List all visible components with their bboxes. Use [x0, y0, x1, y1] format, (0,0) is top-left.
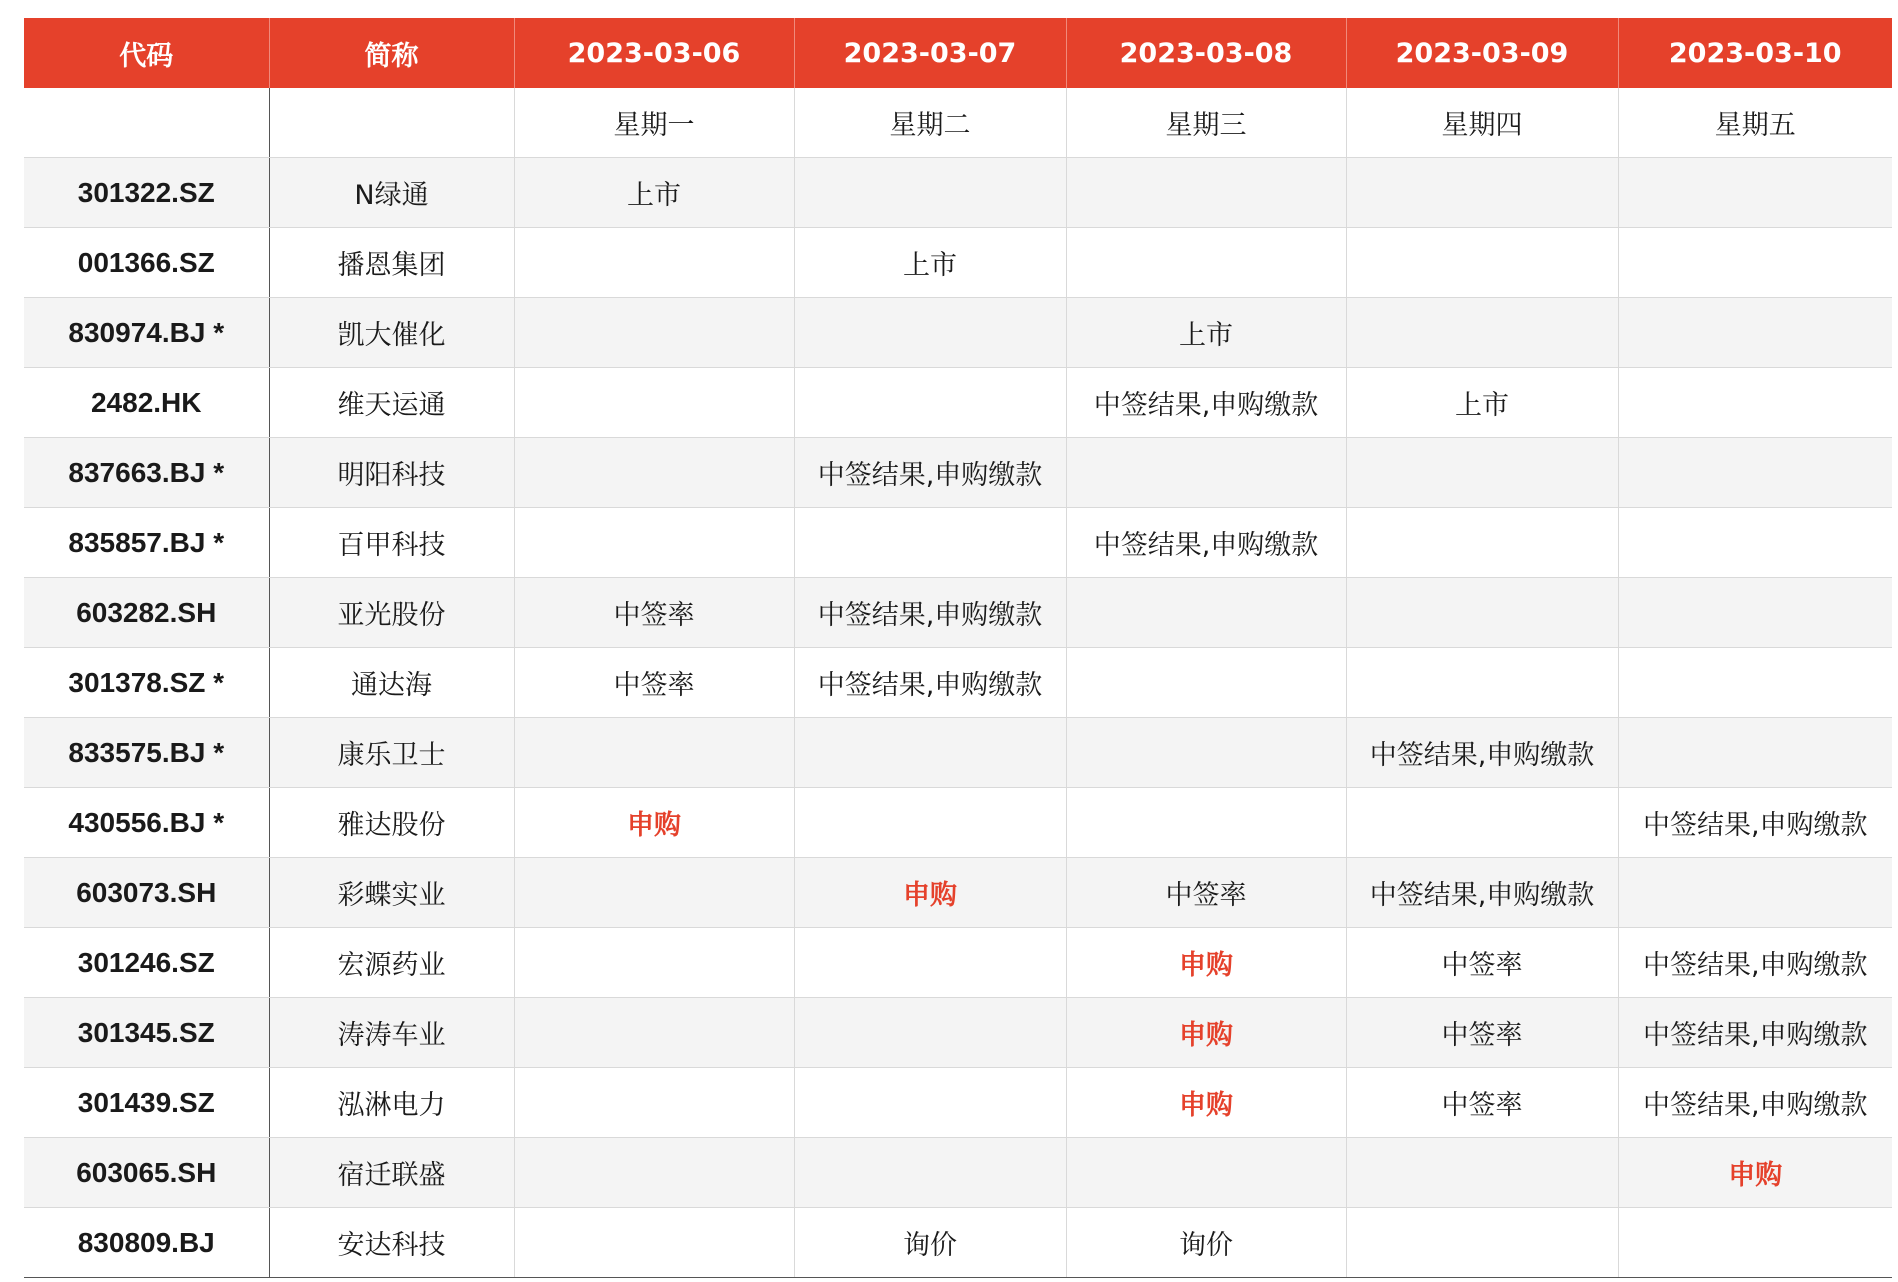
- event-cell-day-3: 申购: [1066, 928, 1346, 998]
- event-cell-day-2: [794, 158, 1066, 228]
- event-cell-day-4: [1346, 298, 1618, 368]
- event-cell-day-4: [1346, 648, 1618, 718]
- stock-name-cell: 凯大催化: [269, 298, 514, 368]
- event-cell-day-1: [514, 928, 794, 998]
- event-cell-day-1: [514, 228, 794, 298]
- stock-code-cell: 2482.HK: [24, 368, 269, 438]
- table-row: [24, 298, 1892, 368]
- event-cell-day-3: [1066, 718, 1346, 788]
- weekday-5: 星期五: [1618, 88, 1892, 158]
- event-cell-day-1: [514, 1208, 794, 1278]
- event-cell-day-5: [1618, 648, 1892, 718]
- weekday-code-cell: [24, 88, 269, 158]
- event-cell-day-5: [1618, 368, 1892, 438]
- event-cell-day-3: [1066, 578, 1346, 648]
- event-cell-day-5: [1618, 158, 1892, 228]
- event-cell-day-5: 中签结果,申购缴款: [1618, 1068, 1892, 1138]
- event-cell-day-2: [794, 1068, 1066, 1138]
- stock-name-cell: 亚光股份: [269, 578, 514, 648]
- stock-name-cell: 通达海: [269, 648, 514, 718]
- table-row: [24, 228, 1892, 298]
- event-cell-day-2: 申购: [794, 858, 1066, 928]
- event-cell-day-1: [514, 1068, 794, 1138]
- event-cell-day-2: 询价: [794, 1208, 1066, 1278]
- stock-name-cell: 明阳科技: [269, 438, 514, 508]
- event-cell-day-3: 申购: [1066, 998, 1346, 1068]
- event-cell-day-4: 上市: [1346, 368, 1618, 438]
- event-cell-day-3: 申购: [1066, 1068, 1346, 1138]
- event-cell-day-1: 申购: [514, 788, 794, 858]
- event-cell-day-3: 中签结果,申购缴款: [1066, 368, 1346, 438]
- stock-code-cell: 603065.SH: [24, 1138, 269, 1208]
- event-cell-day-5: [1618, 228, 1892, 298]
- event-cell-day-5: [1618, 578, 1892, 648]
- event-cell-day-4: 中签结果,申购缴款: [1346, 858, 1618, 928]
- event-cell-day-3: 中签率: [1066, 858, 1346, 928]
- event-cell-day-2: 中签结果,申购缴款: [794, 648, 1066, 718]
- event-cell-day-3: 中签结果,申购缴款: [1066, 508, 1346, 578]
- event-cell-day-3: 上市: [1066, 298, 1346, 368]
- stock-name-cell: 百甲科技: [269, 508, 514, 578]
- stock-code-cell: 301322.SZ: [24, 158, 269, 228]
- event-cell-day-4: [1346, 508, 1618, 578]
- table-body: [24, 88, 1892, 1278]
- event-cell-day-3: 询价: [1066, 1208, 1346, 1278]
- header-date-1: 2023-03-06: [514, 18, 794, 88]
- stock-name-cell: 雅达股份: [269, 788, 514, 858]
- table-row: [24, 788, 1892, 858]
- stock-code-cell: 603282.SH: [24, 578, 269, 648]
- event-cell-day-2: [794, 998, 1066, 1068]
- table-row: [24, 158, 1892, 228]
- header-row: [24, 18, 1892, 88]
- event-cell-day-1: [514, 508, 794, 578]
- stock-name-cell: N绿通: [269, 158, 514, 228]
- event-cell-day-1: [514, 368, 794, 438]
- event-cell-day-2: [794, 508, 1066, 578]
- header-date-5: 2023-03-10: [1618, 18, 1892, 88]
- event-cell-day-3: [1066, 438, 1346, 508]
- stock-code-cell: 830809.BJ: [24, 1208, 269, 1278]
- stock-name-cell: 彩蝶实业: [269, 858, 514, 928]
- stock-code-cell: 301246.SZ: [24, 928, 269, 998]
- stock-name-cell: 康乐卫士: [269, 718, 514, 788]
- event-cell-day-2: [794, 718, 1066, 788]
- weekday-3: 星期三: [1066, 88, 1346, 158]
- table-row: [24, 858, 1892, 928]
- event-cell-day-1: [514, 438, 794, 508]
- table-row: [24, 1208, 1892, 1278]
- event-cell-day-3: [1066, 788, 1346, 858]
- event-cell-day-4: [1346, 1208, 1618, 1278]
- event-cell-day-5: 中签结果,申购缴款: [1618, 928, 1892, 998]
- event-cell-day-3: [1066, 648, 1346, 718]
- stock-name-cell: 安达科技: [269, 1208, 514, 1278]
- stock-name-cell: 宏源药业: [269, 928, 514, 998]
- stock-code-cell: 830974.BJ *: [24, 298, 269, 368]
- event-cell-day-1: 中签率: [514, 578, 794, 648]
- event-cell-day-2: [794, 928, 1066, 998]
- event-cell-day-1: [514, 718, 794, 788]
- weekday-2: 星期二: [794, 88, 1066, 158]
- table-row: [24, 998, 1892, 1068]
- stock-name-cell: 宿迁联盛: [269, 1138, 514, 1208]
- event-cell-day-4: 中签率: [1346, 1068, 1618, 1138]
- event-cell-day-3: [1066, 228, 1346, 298]
- event-cell-day-5: [1618, 718, 1892, 788]
- event-cell-day-2: [794, 788, 1066, 858]
- stock-code-cell: 833575.BJ *: [24, 718, 269, 788]
- stock-code-cell: 837663.BJ *: [24, 438, 269, 508]
- event-cell-day-5: [1618, 438, 1892, 508]
- table-row: [24, 718, 1892, 788]
- event-cell-day-1: 上市: [514, 158, 794, 228]
- event-cell-day-1: [514, 998, 794, 1068]
- stock-code-cell: 835857.BJ *: [24, 508, 269, 578]
- stock-name-cell: 涛涛车业: [269, 998, 514, 1068]
- stock-code-cell: 001366.SZ: [24, 228, 269, 298]
- weekday-name-cell: [269, 88, 514, 158]
- table-row: [24, 368, 1892, 438]
- stock-code-cell: 301345.SZ: [24, 998, 269, 1068]
- table-row: [24, 648, 1892, 718]
- table-header: [24, 18, 1892, 88]
- weekday-1: 星期一: [514, 88, 794, 158]
- weekday-row: [24, 88, 1892, 158]
- event-cell-day-2: [794, 1138, 1066, 1208]
- stock-code-cell: 430556.BJ *: [24, 788, 269, 858]
- event-cell-day-4: [1346, 158, 1618, 228]
- event-cell-day-2: 中签结果,申购缴款: [794, 438, 1066, 508]
- header-date-4: 2023-03-09: [1346, 18, 1618, 88]
- event-cell-day-1: [514, 858, 794, 928]
- table-row: [24, 928, 1892, 998]
- event-cell-day-5: [1618, 298, 1892, 368]
- event-cell-day-4: [1346, 788, 1618, 858]
- stock-name-cell: 播恩集团: [269, 228, 514, 298]
- event-cell-day-5: [1618, 1208, 1892, 1278]
- event-cell-day-4: [1346, 578, 1618, 648]
- event-cell-day-4: 中签率: [1346, 928, 1618, 998]
- event-cell-day-4: [1346, 1138, 1618, 1208]
- stock-code-cell: 603073.SH: [24, 858, 269, 928]
- event-cell-day-4: [1346, 438, 1618, 508]
- event-cell-day-4: 中签率: [1346, 998, 1618, 1068]
- event-cell-day-1: [514, 1138, 794, 1208]
- table-row: [24, 578, 1892, 648]
- event-cell-day-5: [1618, 858, 1892, 928]
- event-cell-day-2: 上市: [794, 228, 1066, 298]
- stock-name-cell: 泓淋电力: [269, 1068, 514, 1138]
- event-cell-day-1: 中签率: [514, 648, 794, 718]
- table-row: [24, 438, 1892, 508]
- stock-code-cell: 301378.SZ *: [24, 648, 269, 718]
- header-date-2: 2023-03-07: [794, 18, 1066, 88]
- header-name: 简称: [269, 18, 514, 88]
- table-row: [24, 1068, 1892, 1138]
- header-code: 代码: [24, 18, 269, 88]
- event-cell-day-2: [794, 368, 1066, 438]
- header-date-3: 2023-03-08: [1066, 18, 1346, 88]
- event-cell-day-2: [794, 298, 1066, 368]
- event-cell-day-1: [514, 298, 794, 368]
- table-row: [24, 1138, 1892, 1208]
- stock-name-cell: 维天运通: [269, 368, 514, 438]
- event-cell-day-4: 中签结果,申购缴款: [1346, 718, 1618, 788]
- event-cell-day-3: [1066, 1138, 1346, 1208]
- table-row: [24, 508, 1892, 578]
- event-cell-day-5: [1618, 508, 1892, 578]
- event-cell-day-3: [1066, 158, 1346, 228]
- weekday-4: 星期四: [1346, 88, 1618, 158]
- event-cell-day-5: 中签结果,申购缴款: [1618, 998, 1892, 1068]
- stock-code-cell: 301439.SZ: [24, 1068, 269, 1138]
- event-cell-day-5: 中签结果,申购缴款: [1618, 788, 1892, 858]
- event-cell-day-2: 中签结果,申购缴款: [794, 578, 1066, 648]
- event-cell-day-5: 申购: [1618, 1138, 1892, 1208]
- event-cell-day-4: [1346, 228, 1618, 298]
- ipo-calendar-table: [24, 18, 1892, 1278]
